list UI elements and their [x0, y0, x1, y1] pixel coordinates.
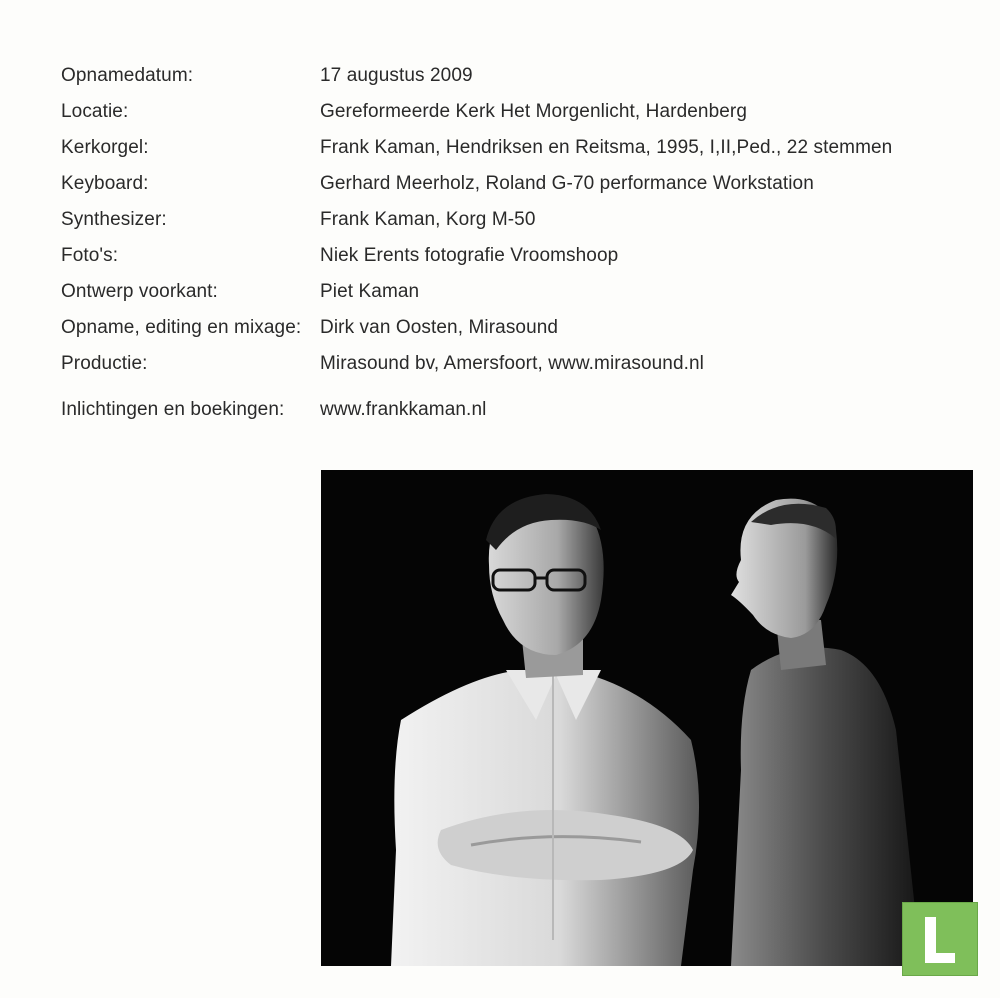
credit-row: [61, 166, 941, 202]
credit-label: Ontwerp voorkant:: [61, 281, 218, 302]
credit-value: Frank Kaman, Korg M-50: [320, 209, 536, 230]
portrait-photo: [321, 470, 973, 966]
contact-row: [61, 392, 941, 428]
credit-row: [61, 346, 941, 382]
credit-value: Piet Kaman: [320, 281, 420, 302]
credit-value: 17 augustus 2009: [320, 65, 473, 86]
contact-label: Inlichtingen en boekingen:: [61, 399, 285, 420]
credit-label: Synthesizer:: [61, 209, 167, 230]
credit-label: Locatie:: [61, 101, 129, 122]
credit-row: [61, 310, 941, 346]
credit-label: Foto's:: [61, 245, 119, 266]
credit-label: Kerkorgel:: [61, 137, 149, 158]
credits-list: [61, 58, 941, 428]
credit-row: [61, 238, 941, 274]
credit-label: Productie:: [61, 353, 148, 374]
credit-value: Niek Erents fotografie Vroomshoop: [320, 245, 619, 266]
credit-value: Gereformeerde Kerk Het Morgenlicht, Hardenberg: [320, 101, 748, 122]
watermark-logo-icon: [902, 902, 978, 976]
credit-value: Dirk van Oosten, Mirasound: [320, 317, 559, 338]
credit-value: Gerhard Meerholz, Roland G-70 performance Workstation: [320, 173, 814, 194]
credit-value: Mirasound bv, Amersfoort, www.mirasound.nl: [320, 353, 704, 374]
contact-website: www.frankkaman.nl: [320, 399, 487, 420]
credit-row: [61, 274, 941, 310]
credit-label: Opnamedatum:: [61, 65, 194, 86]
credit-label: Opname, editing en mixage:: [61, 317, 302, 338]
credit-value: Frank Kaman, Hendriksen en Reitsma, 1995, I,II,Ped., 22 stemmen: [320, 137, 893, 158]
credit-row: [61, 94, 941, 130]
credit-row: [61, 130, 941, 166]
credit-row: [61, 202, 941, 238]
watermark-letter-mark: [925, 917, 955, 963]
credit-row: [61, 58, 941, 94]
credit-label: Keyboard:: [61, 173, 149, 194]
